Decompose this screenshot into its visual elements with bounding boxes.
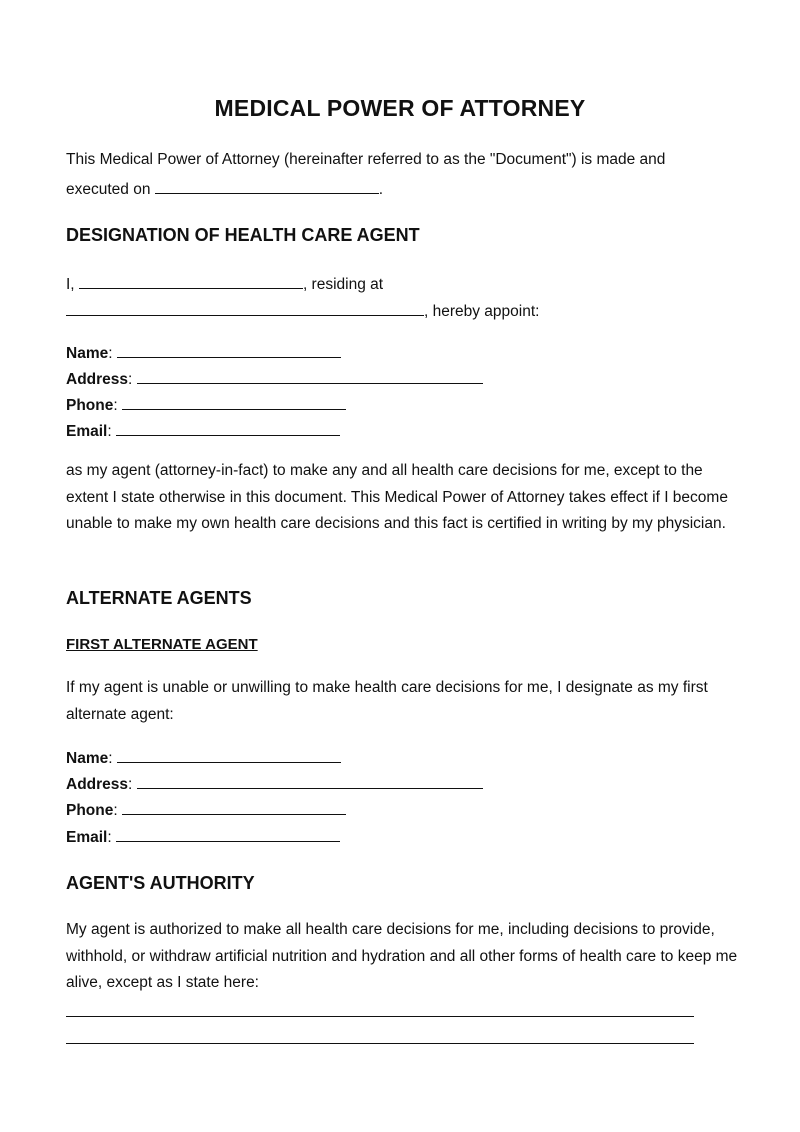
field-sep: : <box>113 397 118 414</box>
alt-address-field <box>66 772 483 794</box>
execution-date-blank[interactable] <box>155 177 379 194</box>
alt-address-blank[interactable] <box>137 772 483 789</box>
intro-line-2 <box>66 177 383 199</box>
alt-phone-blank[interactable] <box>122 798 346 815</box>
alt-email-label: Email <box>66 829 108 846</box>
alternates-heading: ALTERNATE AGENTS <box>66 588 252 608</box>
agent-address-label: Address <box>66 371 129 388</box>
field-sep: : <box>113 802 118 819</box>
alt-name-blank[interactable] <box>117 746 341 763</box>
first-alternate-heading: FIRST ALTERNATE AGENT <box>66 636 258 653</box>
alt-name-label: Name <box>66 750 109 767</box>
field-sep: : <box>107 423 112 440</box>
alt-address-label: Address <box>66 776 129 793</box>
field-sep: : <box>107 829 112 846</box>
field-sep: : <box>128 776 133 793</box>
agent-email-field <box>66 419 340 441</box>
alt-email-field <box>66 825 340 847</box>
authority-heading: AGENT'S AUTHORITY <box>66 873 255 893</box>
intro-line-1: This Medical Power of Attorney (hereinafter referred to as the "Document") is made and <box>66 151 666 168</box>
alt-phone-field <box>66 798 346 820</box>
designation-body: as my agent (attorney-in-fact) to make any and all health care decisions for me, except to the extent I state otherwise in this document. This Medical Power of Attorney takes effect if I become unable to make my own health care decisions and this fact is certified in writing by my physician. <box>66 462 728 532</box>
agent-name-blank[interactable] <box>117 341 341 358</box>
authority-exception-line-2[interactable] <box>66 1043 694 1044</box>
document-title: MEDICAL POWER OF ATTORNEY <box>214 95 586 121</box>
alt-phone-label: Phone <box>66 802 114 819</box>
agent-email-label: Email <box>66 423 108 440</box>
authority-exception-line-1[interactable] <box>66 1016 694 1017</box>
field-sep: : <box>128 371 133 388</box>
authority-body: My agent is authorized to make all health care decisions for me, including decisions to provide, withhold, or withdraw artificial nutrition and hydration and all other forms of health care to keep me alive, except as I state here: <box>66 921 738 991</box>
agent-phone-label: Phone <box>66 397 114 414</box>
residing-label: , residing at <box>302 276 384 293</box>
residence-line <box>66 299 539 321</box>
agent-phone-blank[interactable] <box>122 393 346 410</box>
agent-address-field <box>66 367 483 389</box>
principal-address-blank[interactable] <box>66 299 424 316</box>
field-sep: : <box>108 345 113 362</box>
hereby-appoint-label: , hereby appoint: <box>424 303 540 320</box>
intro-period: . <box>378 181 384 198</box>
intro-executed-label: executed on <box>66 181 151 198</box>
field-sep: : <box>108 750 113 767</box>
agent-name-field <box>66 341 341 363</box>
agent-email-blank[interactable] <box>116 419 340 436</box>
principal-name-blank[interactable] <box>79 272 303 289</box>
agent-address-blank[interactable] <box>137 367 483 384</box>
principal-prefix: I, <box>66 276 75 293</box>
alt-name-field <box>66 746 341 768</box>
designation-heading: DESIGNATION OF HEALTH CARE AGENT <box>66 225 420 245</box>
alt-email-blank[interactable] <box>116 825 340 842</box>
principal-line <box>66 272 383 294</box>
agent-phone-field <box>66 393 346 415</box>
agent-name-label: Name <box>66 345 109 362</box>
alternates-body: If my agent is unable or unwilling to make health care decisions for me, I designate as my first alternate agent: <box>66 679 708 723</box>
